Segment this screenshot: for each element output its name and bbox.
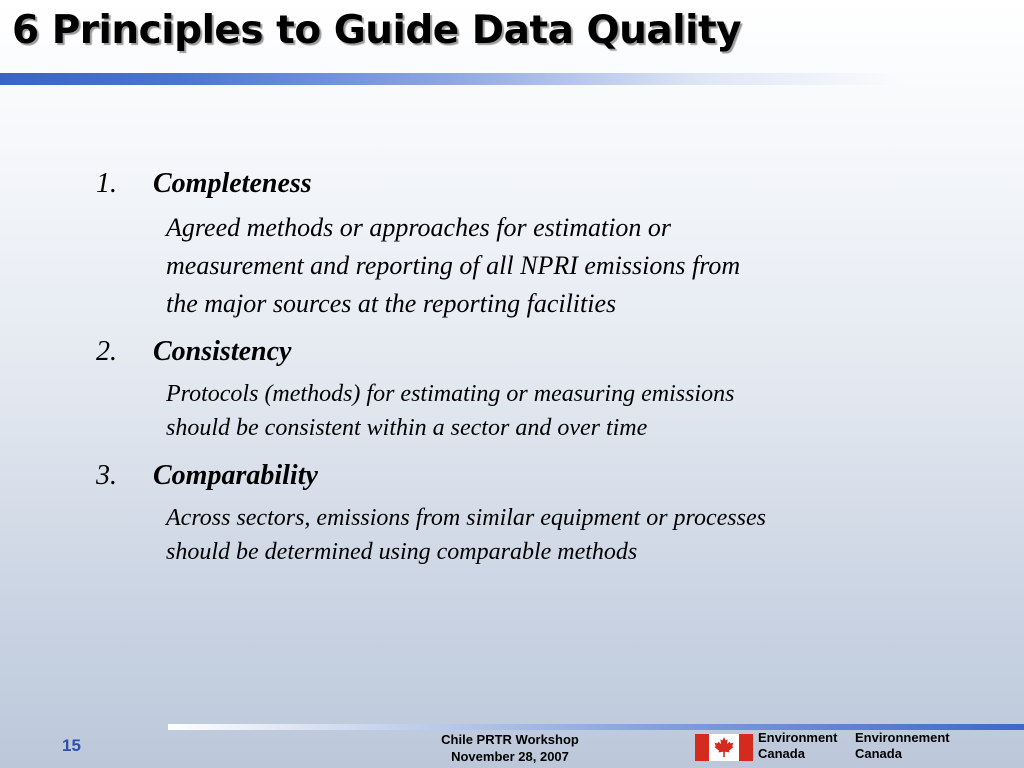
principle-1-number: 1. xyxy=(96,168,117,199)
principle-2-description xyxy=(166,377,906,445)
principle-3-description xyxy=(166,501,906,569)
department-en-line: Environment xyxy=(758,730,838,745)
principle-1-description-line: Agreed methods or approaches for estimation or xyxy=(166,213,672,242)
principle-3-description-line: Across sectors, emissions from similar equipment or processes xyxy=(166,505,766,531)
event-date: November 28, 2007 xyxy=(451,749,569,764)
footer-event-info xyxy=(412,731,608,765)
department-en-line: Canada xyxy=(758,746,805,761)
department-fr-line: Canada xyxy=(855,746,902,761)
department-fr-line: Environnement xyxy=(855,730,950,745)
event-name: Chile PRTR Workshop xyxy=(441,732,579,747)
department-name-english xyxy=(758,730,837,762)
department-name-french xyxy=(855,730,950,762)
principle-1-title: Completeness xyxy=(153,168,312,199)
principle-2-number: 2. xyxy=(96,336,117,367)
principle-3-title: Comparability xyxy=(153,460,318,491)
principle-3-number: 3. xyxy=(96,460,117,491)
principle-3-description-line: should be determined using comparable methods xyxy=(166,539,638,565)
maple-leaf-icon xyxy=(714,737,734,758)
principle-2-description-line: Protocols (methods) for estimating or measuring emissions xyxy=(166,381,735,407)
principle-1-description xyxy=(166,209,906,323)
principle-2-description-line: should be consistent within a sector and over time xyxy=(166,415,648,441)
principle-1-description-line: the major sources at the reporting facilities xyxy=(166,289,617,318)
slide-title: 6 Principles to Guide Data Quality xyxy=(12,8,742,53)
principle-1-description-line: measurement and reporting of all NPRI emissions from xyxy=(166,251,741,280)
canada-flag-icon xyxy=(695,734,753,761)
principle-2-title: Consistency xyxy=(153,336,292,367)
page-number: 15 xyxy=(62,736,81,755)
